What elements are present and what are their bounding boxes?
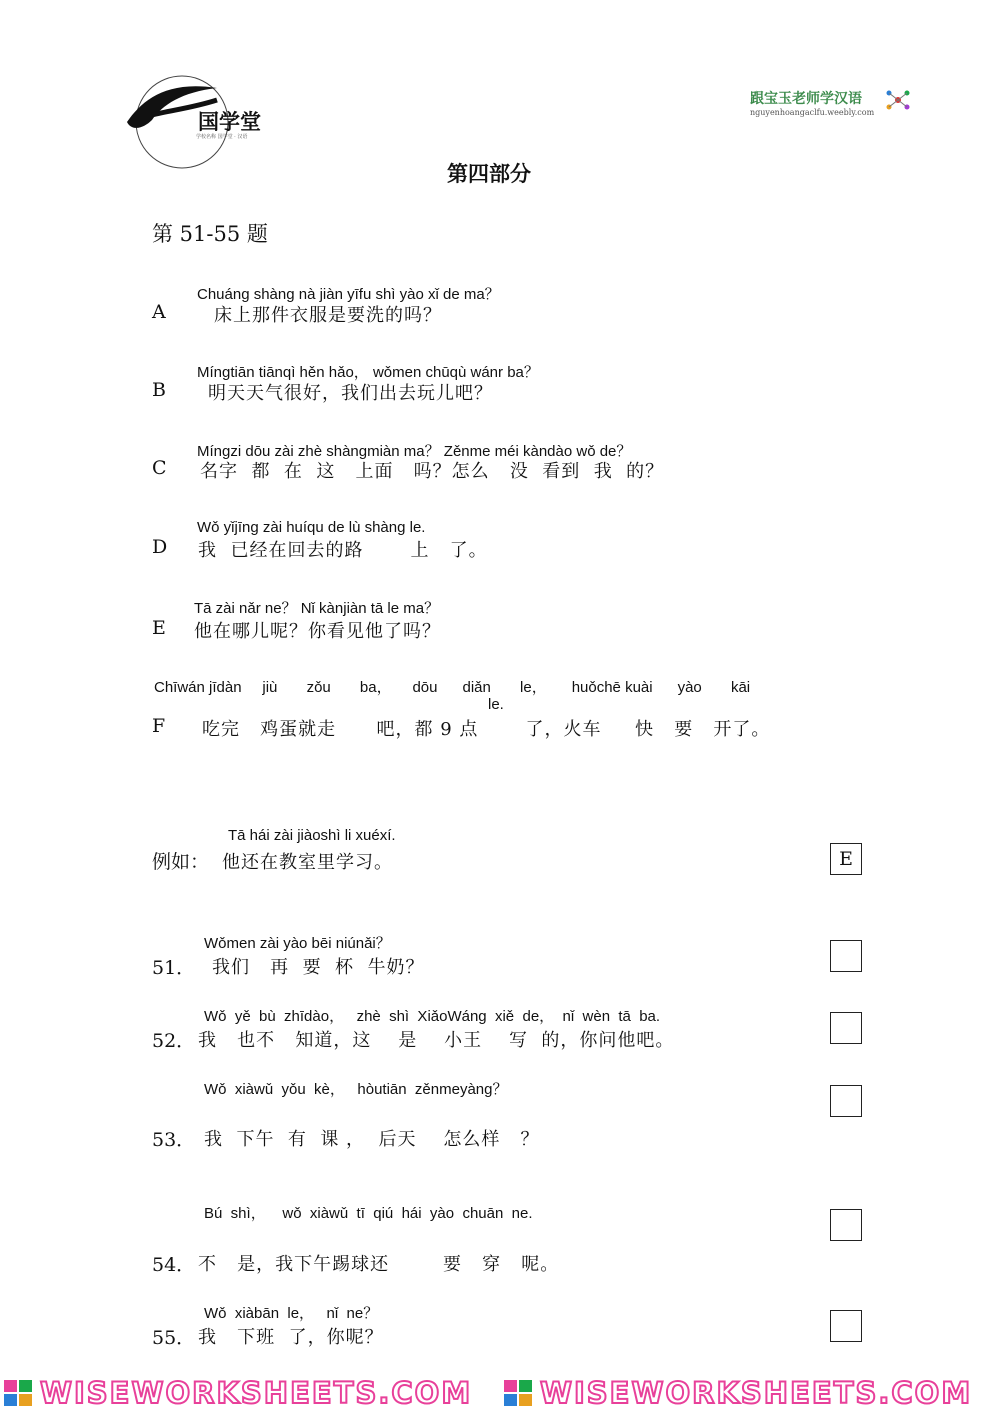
- answer-input-53[interactable]: [830, 1085, 862, 1117]
- option-letter: D: [152, 536, 168, 558]
- footer-watermark: [0, 1372, 1000, 1413]
- answer-input-54[interactable]: [830, 1209, 862, 1241]
- option-pinyin-extra: le.: [488, 696, 504, 713]
- question-hanzi: 我 也不 知道，这 是 小王 写 的，你问他吧。: [198, 1030, 675, 1051]
- example-hanzi: 他还在教室里学习。: [222, 852, 393, 873]
- page-title: 第四部分: [447, 161, 531, 186]
- option-letter: F: [152, 715, 166, 737]
- molecule-icon: [884, 88, 912, 112]
- option-letter: A: [152, 301, 166, 323]
- option-pinyin: Wǒ yǐjīng zài huíqu de lù shàng le.: [197, 519, 426, 536]
- question-pinyin: Bú shì， wǒ xiàwǔ tī qiú hái yào chuān ne.: [204, 1205, 533, 1222]
- brand-block: [750, 88, 874, 117]
- option-pinyin: Míngzi dōu zài zhè shàngmiàn ma？ Zěnme méi kàndào wǒ de？: [197, 443, 632, 460]
- question-hanzi: 不 是，我下午踢球还 要 穿 呢。: [198, 1254, 560, 1275]
- question-number: 52．: [152, 1030, 196, 1052]
- option-letter: E: [152, 617, 166, 639]
- logo-subtext: 学校名称 国学堂 · 汉语: [196, 134, 248, 140]
- section-label: 第 51-55 题: [152, 222, 268, 246]
- option-hanzi: 他在哪儿呢？你看见他了吗？: [194, 621, 441, 642]
- question-number: 53．: [152, 1129, 196, 1151]
- wise-logo-icon: [4, 1380, 34, 1406]
- option-letter: C: [152, 457, 167, 479]
- school-logo: [122, 70, 272, 170]
- example-answer-box: E: [830, 843, 862, 875]
- answer-input-51[interactable]: [830, 940, 862, 972]
- question-pinyin: Wǒ xiàwǔ yǒu kè， hòutiān zěnmeyàng？: [204, 1081, 508, 1098]
- brand-url: nguyenhoangaclfu.weebly.com: [750, 108, 875, 117]
- option-pinyin: Chuáng shàng nà jiàn yīfu shì yào xǐ de ma？: [197, 286, 500, 303]
- brand-title: 跟宝玉老师学汉语: [750, 91, 862, 107]
- question-number: 54．: [152, 1254, 196, 1276]
- example-label: 例如：: [152, 851, 210, 873]
- question-hanzi: 我 下班 了，你呢？: [198, 1327, 384, 1348]
- question-hanzi: 我 下午 有 课 ， 后天 怎么样 ？: [204, 1129, 540, 1150]
- answer-input-52[interactable]: [830, 1012, 862, 1044]
- option-pinyin: Míngtiān tiānqì hěn hǎo， wǒmen chūqù wánr ba？: [197, 364, 539, 381]
- wise-logo-icon: [504, 1380, 534, 1406]
- option-hanzi: 床上那件衣服是要洗的吗？: [214, 305, 442, 326]
- option-pinyin: Chīwán jīdàn jiù zǒu ba， dōu diǎn le， huǒchē kuài yào kāi: [154, 679, 751, 696]
- question-pinyin: Wǒ yě bù zhīdào， zhè shì XiǎoWáng xiě de， nǐ wèn tā ba.: [204, 1008, 661, 1025]
- logo-text: 国学堂: [198, 110, 261, 134]
- question-number: 51．: [152, 957, 196, 979]
- footer-brand: WISEWORKSHEETS.COM: [40, 1376, 473, 1410]
- question-pinyin: Wǒmen zài yào bēi niúnǎi？: [204, 935, 391, 952]
- footer-brand: WISEWORKSHEETS.COM: [540, 1376, 973, 1410]
- option-hanzi: 吃完 鸡蛋就走 吧，都 9 点 了，火车 快 要 开了。: [202, 719, 771, 740]
- example-pinyin: Tā hái zài jiàoshì li xuéxí.: [228, 827, 396, 844]
- question-number: 55．: [152, 1327, 196, 1349]
- question-pinyin: Wǒ xiàbān le， nǐ ne？: [204, 1305, 379, 1322]
- option-letter: B: [152, 379, 166, 401]
- answer-input-55[interactable]: [830, 1310, 862, 1342]
- question-hanzi: 我们 再 要 杯 牛奶？: [212, 957, 425, 978]
- option-hanzi: 我 已经在回去的路 上 了。: [198, 540, 488, 561]
- option-hanzi: 名字 都 在 这 上面 吗？怎么 没 看到 我 的？: [200, 461, 665, 482]
- option-pinyin: Tā zài nǎr ne？ Nǐ kànjiàn tā le ma？: [194, 600, 440, 617]
- option-hanzi: 明天天气很好，我们出去玩儿吧？: [208, 383, 493, 404]
